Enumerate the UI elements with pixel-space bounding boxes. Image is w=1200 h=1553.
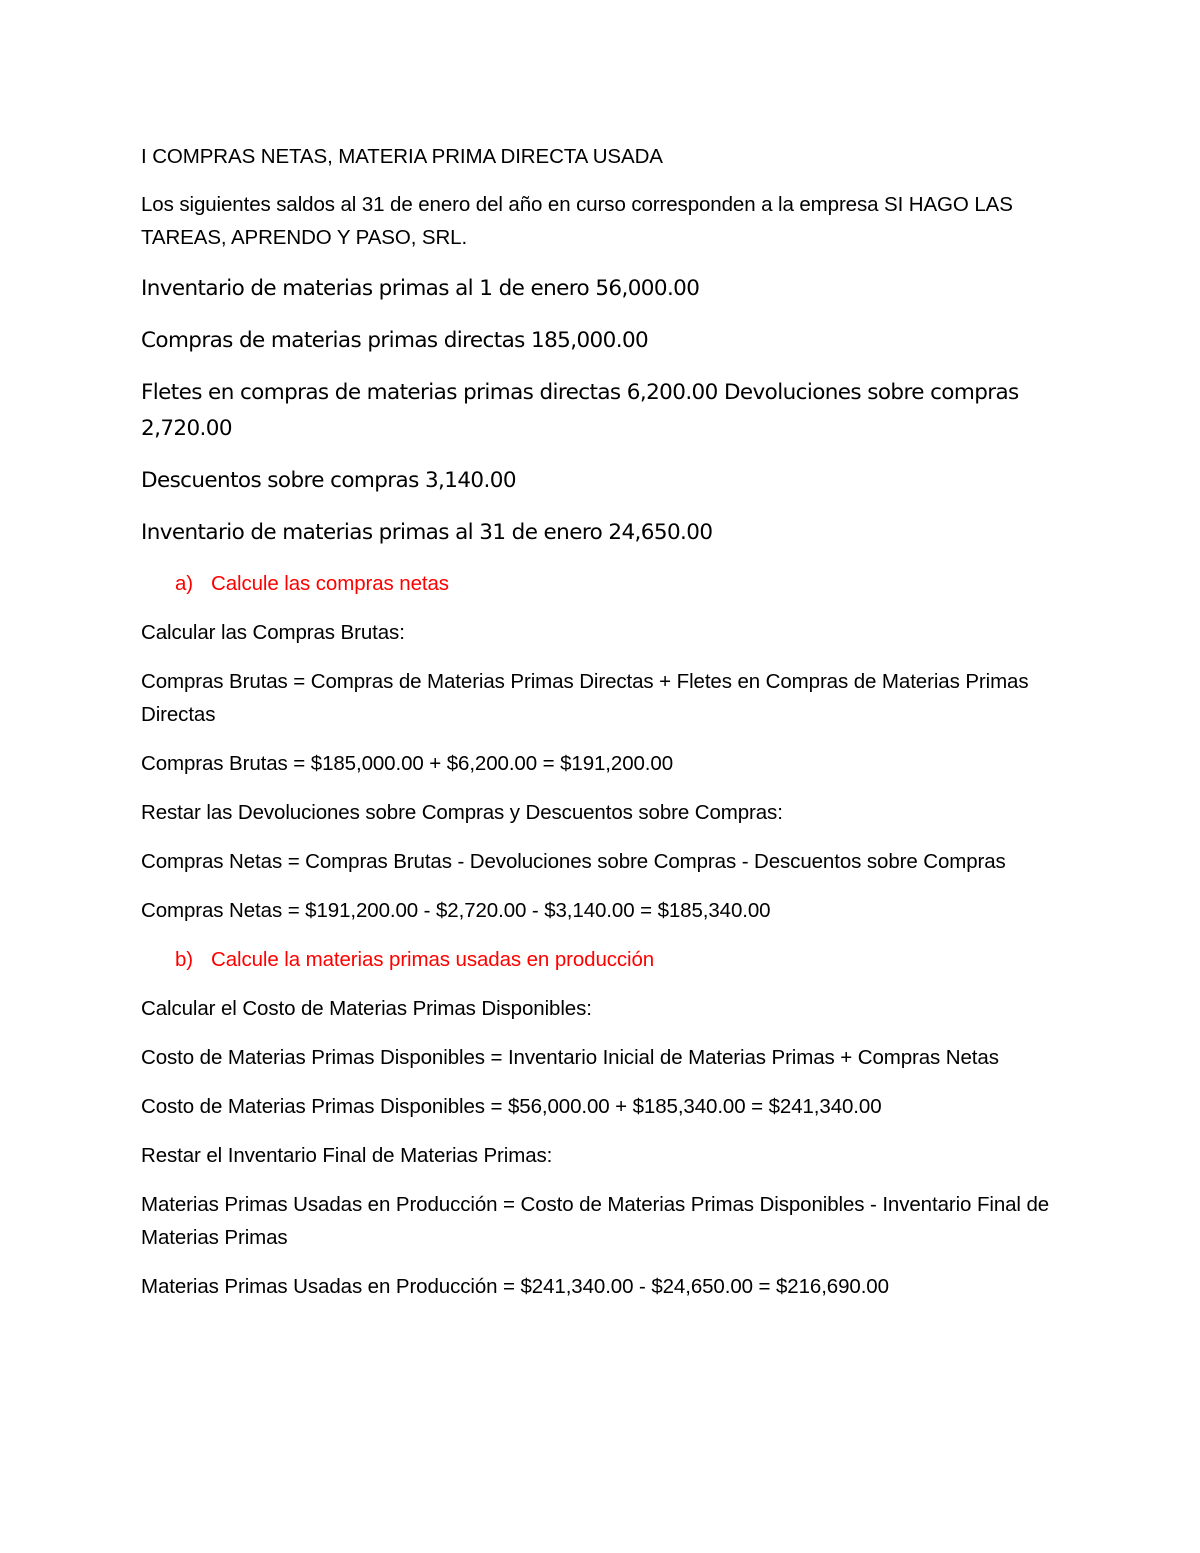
result-gross-purchases: Compras Brutas = $185,000.00 + $6,200.00 = $191,200.00 bbox=[141, 752, 673, 775]
formula-gross-purchases: Compras Brutas = Compras de Materias Primas Directas + Fletes en Compras de Materias Primas Directas bbox=[141, 670, 1029, 726]
intro-paragraph: Los siguientes saldos al 31 de enero del año en curso corresponden a la empresa SI HAGO LAS TAREAS, APRENDO Y PASO, SRL. bbox=[141, 193, 1013, 249]
document-page bbox=[141, 140, 1071, 1319]
data-line-final-inventory: Inventario de materias primas al 31 de enero 24,650.00 bbox=[141, 520, 713, 545]
result-available-cost: Costo de Materias Primas Disponibles = $56,000.00 + $185,340.00 = $241,340.00 bbox=[141, 1095, 882, 1118]
result-net-purchases: Compras Netas = $191,200.00 - $2,720.00 - $3,140.00 = $185,340.00 bbox=[141, 899, 771, 922]
formula-net-purchases: Compras Netas = Compras Brutas - Devoluciones sobre Compras - Descuentos sobre Compras bbox=[141, 850, 1006, 873]
question-a-text: Calcule las compras netas bbox=[211, 572, 449, 595]
question-b-marker: b) bbox=[175, 948, 194, 971]
data-line-initial-inventory: Inventario de materias primas al 1 de enero 56,000.00 bbox=[141, 276, 700, 301]
formula-materials-used: Materias Primas Usadas en Producción = Costo de Materias Primas Disponibles - Inventario Final de Materias Primas bbox=[141, 1193, 1050, 1249]
question-a bbox=[141, 567, 1071, 600]
question-a-marker: a) bbox=[175, 572, 194, 595]
data-line-freight-returns: Fletes en compras de materias primas directas 6,200.00 Devoluciones sobre compras 2,720.00 bbox=[141, 380, 1019, 441]
question-b bbox=[141, 943, 1071, 976]
step-subtract-returns-heading: Restar las Devoluciones sobre Compras y Descuentos sobre Compras: bbox=[141, 801, 783, 824]
step-gross-purchases-heading: Calcular las Compras Brutas: bbox=[141, 621, 405, 644]
data-line-purchases: Compras de materias primas directas 185,000.00 bbox=[141, 328, 649, 353]
step-available-cost-heading: Calcular el Costo de Materias Primas Disponibles: bbox=[141, 997, 592, 1020]
document-title: I COMPRAS NETAS, MATERIA PRIMA DIRECTA USADA bbox=[141, 145, 663, 168]
formula-available-cost: Costo de Materias Primas Disponibles = Inventario Inicial de Materias Primas + Compras Netas bbox=[141, 1046, 999, 1069]
step-subtract-final-inventory-heading: Restar el Inventario Final de Materias Primas: bbox=[141, 1144, 553, 1167]
result-materials-used: Materias Primas Usadas en Producción = $241,340.00 - $24,650.00 = $216,690.00 bbox=[141, 1275, 889, 1298]
data-line-discounts: Descuentos sobre compras 3,140.00 bbox=[141, 468, 516, 493]
question-b-text: Calcule la materias primas usadas en producción bbox=[211, 948, 655, 971]
